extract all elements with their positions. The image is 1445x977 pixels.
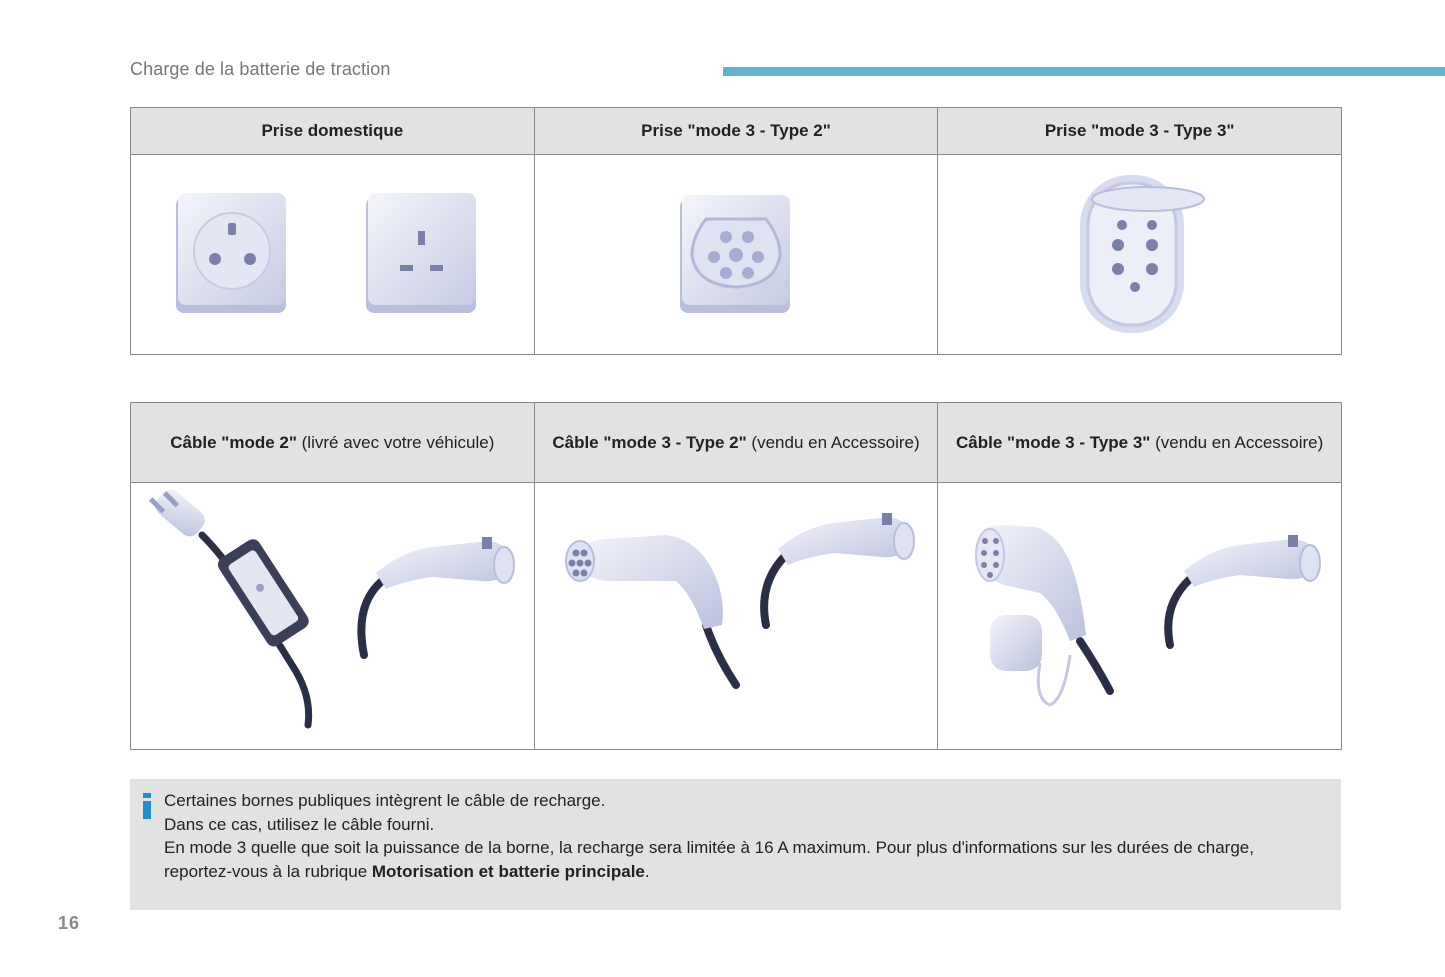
col-header-cable-mode2: Câble "mode 2" (livré avec votre véhicule): [131, 403, 535, 483]
note-line-4: reportez-vous à la rubrique Motorisation et batterie principale.: [164, 861, 650, 881]
mode2-cable-icon: [149, 486, 312, 725]
col-header-cable-type3: Câble "mode 3 - Type 3" (vendu en Accessoire): [938, 403, 1342, 483]
info-note: [130, 779, 1341, 910]
vehicle-plug-icon: [1168, 535, 1320, 645]
page-number: 16: [58, 913, 81, 933]
col-header-cable-type2: Câble "mode 3 - Type 2" (vendu en Accessoire): [534, 403, 938, 483]
note-line-2: Dans ce cas, utilisez le câble fourni.: [164, 814, 435, 834]
uk-socket-icon: [366, 193, 476, 313]
note-reference-link: Motorisation et batterie principale: [371, 861, 645, 881]
cell-cable-type2: [534, 483, 938, 750]
cables-table: [130, 402, 1342, 750]
cell-cable-mode2: [131, 483, 535, 750]
page-header-title: Charge de la batterie de traction: [130, 59, 391, 79]
vehicle-plug-icon: [764, 513, 914, 625]
header-accent-bar: [723, 67, 1445, 76]
info-icon: [142, 793, 152, 819]
type3-cable-icon: [976, 525, 1110, 705]
cell-prise-type2: [534, 155, 938, 355]
col-header-prise-domestique: Prise domestique: [131, 108, 535, 155]
cell-prise-domestique: [131, 155, 535, 355]
note-line-1: Certaines bornes publiques intègrent le câble de recharge.: [164, 791, 606, 810]
note-line-3: En mode 3 quelle que soit la puissance de la borne, la recharge sera limitée à 16 A maximum. Pour plus d'informations sur les durées de charge,: [164, 838, 1254, 857]
vehicle-plug-icon: [362, 537, 515, 655]
sockets-table: [130, 107, 1342, 355]
cell-cable-type3: [938, 483, 1342, 750]
type3-socket-icon: [1080, 175, 1204, 333]
type2-cable-icon: [566, 535, 736, 685]
cell-prise-type3: [938, 155, 1342, 355]
col-header-prise-type3: Prise "mode 3 - Type 3": [938, 108, 1342, 155]
col-header-prise-type2: Prise "mode 3 - Type 2": [534, 108, 938, 155]
type2-socket-icon: [680, 195, 790, 313]
french-socket-icon: [176, 193, 286, 313]
